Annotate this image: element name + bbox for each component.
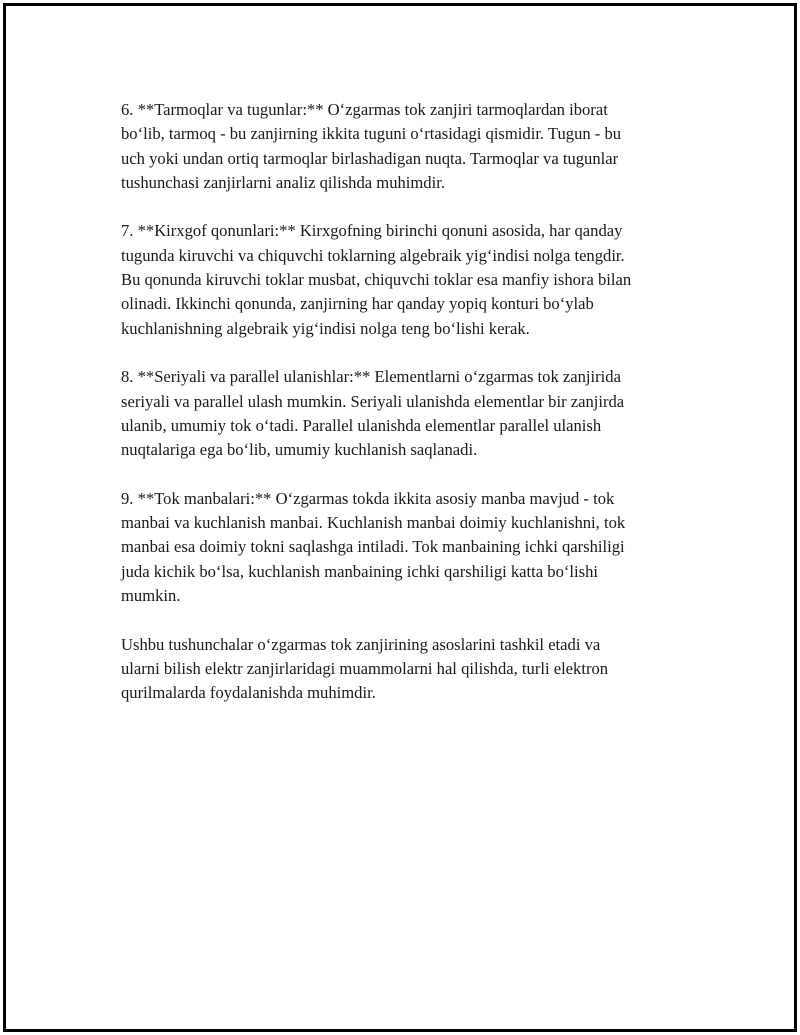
paragraph-tarmoqlar-va-tugunlar: 6. **Tarmoqlar va tugunlar:** O‘zgarmas tok zanjiri tarmoqlardan iborat bo‘lib, tarmoq - bu zanjirning ikkita tuguni o‘rtasidagi qismidir. Tugun - bu uch yoki undan ortiq tarmoqlar birlashadigan nuqta. Tarmoqlar va tugunlar tushunchasi zanjirlarni analiz qilishda muhimdir.: [121, 100, 622, 192]
paragraph-xulosa: Ushbu tushunchalar o‘zgarmas tok zanjirining asoslarini tashkil etadi va ularni bilish elektr zanjirlaridagi muammolarni hal qilishda, turli elektron qurilmalarda foydalanishda muhimdir.: [121, 634, 609, 703]
paragraph-seriyali-va-parallel-ulanishlar: 8. **Seriyali va parallel ulanishlar:** Elementlarni o‘zgarmas tok zanjirida seriyali va parallel ulash mumkin. Seriyali ulanishda elementlar bir zanjirda ulanib, umumiy tok o‘tadi. Parallel ulanishda elementlar parallel ulanish nuqtalariga ega bo‘lib, umumiy kuchlanish saqlanadi.: [121, 367, 625, 460]
document-body: [121, 98, 681, 705]
document-page: [3, 3, 797, 1032]
paragraph-tok-manbalari: 9. **Tok manbalari:** O‘zgarmas tokda ikkita asosiy manba mavjud - tok manbai va kuchlanish manbai. Kuchlanish manbai doimiy kuchlanishni, tok manbai esa doimiy tokni saqlashga intiladi. Tok manbaining ichki qarshiligi juda kichik bo‘lsa, kuchlanish manbaining ichki qarshiligi katta bo‘lishi mumkin.: [121, 488, 626, 605]
paragraph-kirxgof-qonunlari: 7. **Kirxgof qonunlari:** Kirxgofning birinchi qonuni asosida, har qanday tugunda kiruvchi va chiquvchi toklarning algebraik yig‘indisi nolga tengdir. Bu qonunda kiruvchi toklar musbat, chiquvchi toklar esa manfiy ishora bilan olinadi. Ikkinchi qonunda, zanjirning har qanday yopiq konturi bo‘ylab kuchlanishning algebraik yig‘indisi nolga teng bo‘lishi kerak.: [121, 221, 632, 338]
